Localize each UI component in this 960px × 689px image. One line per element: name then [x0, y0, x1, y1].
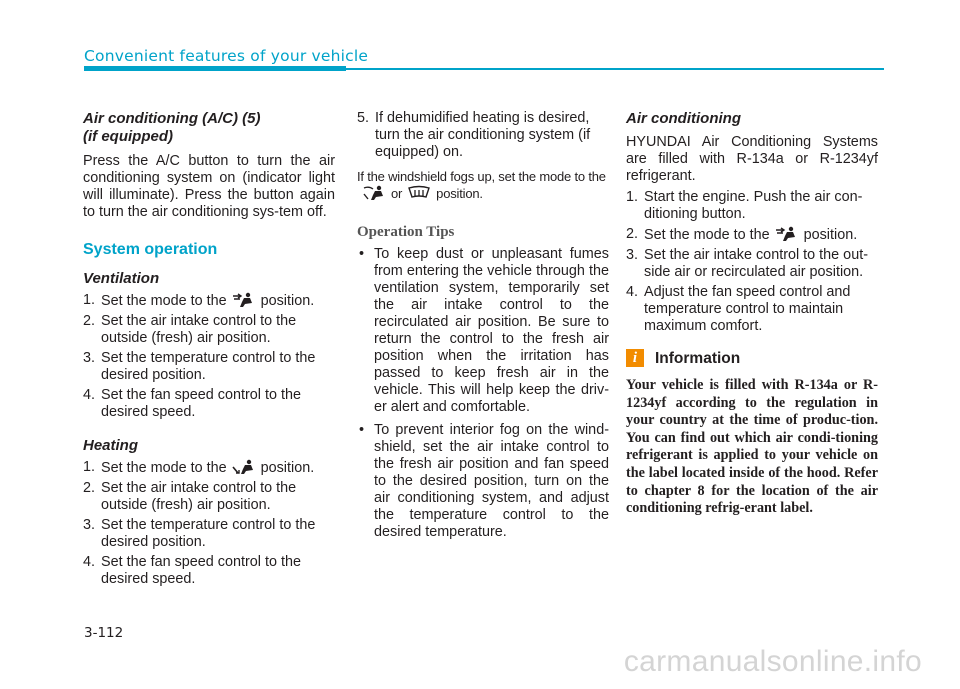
ac-heading — [83, 110, 335, 146]
watermark: carmanualsonline.info — [623, 645, 922, 678]
system-operation-heading: System operation — [83, 241, 218, 258]
information-body: Your vehicle is filled with R-134a or R-1234yf according to the regulation in your country at the time of produc-tion. You can find out which air condi-tioning refrigerant is applied to your vehicle on the label located inside of the hood. Refer to chapter 8 for the location of the air conditioning refrig-erant label. — [626, 377, 878, 517]
step-number: 3. — [83, 350, 96, 366]
step-number: 1. — [83, 292, 96, 308]
section-header-title: Convenient features of your vehicle — [84, 47, 369, 65]
operation-tips-list — [357, 246, 609, 541]
header-accent-bar — [84, 66, 346, 71]
step-number: 2. — [83, 480, 96, 496]
step-text-post: position. — [260, 460, 315, 476]
step-number: 3. — [626, 247, 639, 263]
column-right — [626, 110, 878, 518]
floor-defrost-mode-icon — [361, 185, 387, 201]
air-conditioning-heading: Air conditioning — [626, 110, 741, 127]
step-text: Set the air intake control to the out-side air or recirculated air position. — [644, 247, 868, 280]
info-icon: i — [626, 349, 644, 367]
step-number: 2. — [626, 226, 639, 242]
step-text: Set the mode to the — [644, 227, 770, 243]
list-item — [626, 226, 878, 244]
list-item — [626, 284, 878, 335]
operation-tips-heading: Operation Tips — [357, 224, 455, 240]
heating-steps — [83, 459, 335, 588]
column-left — [83, 110, 335, 591]
step-text: Set the air intake control to the outside (fresh) air position. — [101, 480, 297, 513]
air-conditioning-steps — [626, 189, 878, 335]
information-header — [626, 349, 878, 367]
ac-heading-line2: (if equipped) — [83, 128, 173, 145]
heating-heading: Heating — [83, 437, 139, 454]
step-number: 2. — [83, 313, 96, 329]
list-item — [83, 313, 335, 347]
header-rule — [346, 68, 884, 70]
list-item — [626, 247, 878, 281]
step-text: Adjust the fan speed control and temperature control to maintain maximum comfort. — [644, 284, 851, 334]
bullet: • — [359, 246, 365, 262]
step-number: 4. — [83, 387, 96, 403]
tip-text: To keep dust or unpleasant fumes from entering the vehicle through the ventilation system, temporarily set the air intake control to the recirculated air position. Be sure to return the control to the fresh air position when the irritation has passed to keep fresh air in the vehicle. This will help keep the driv-er alert and comfortable. — [374, 246, 609, 415]
ac-body: Press the A/C button to turn the air conditioning system on (indicator light will illuminate). Press the button again to turn the air conditioning sys-tem off. — [83, 153, 335, 220]
fog-note-pre: If the windshield fogs up, set the mode to the — [357, 169, 606, 184]
step-number: 4. — [83, 554, 96, 570]
list-item — [83, 387, 335, 421]
step-text: Set the temperature control to the desired position. — [101, 350, 316, 383]
heating-steps-continued — [357, 110, 609, 161]
list-item — [83, 459, 335, 477]
windshield-fog-note — [357, 169, 609, 202]
face-vent-mode-icon — [231, 292, 257, 308]
air-conditioning-body: HYUNDAI Air Conditioning Systems are filled with R-134a or R-1234yf refrigerant. — [626, 134, 878, 184]
face-vent-mode-icon — [774, 226, 800, 242]
step-number: 4. — [626, 284, 639, 300]
ventilation-heading: Ventilation — [83, 270, 160, 287]
column-middle — [357, 110, 609, 545]
step-text: If dehumidified heating is desired, turn the air conditioning system (if equipped) on. — [375, 110, 591, 160]
list-item — [83, 292, 335, 310]
step-number: 1. — [626, 189, 639, 205]
tip-text: To prevent interior fog on the wind-shield, set the air intake control to the fresh air position and fan speed to the desired position, turn on the air conditioning system, and adjust the temperature control to the desired temperature. — [374, 422, 609, 540]
floor-mode-icon — [231, 459, 257, 475]
step-number: 5. — [357, 110, 370, 126]
list-item — [357, 110, 609, 161]
list-item — [83, 517, 335, 551]
step-text-post: position. — [803, 227, 858, 243]
step-text-post: position. — [260, 293, 315, 309]
step-text: Set the mode to the — [101, 460, 227, 476]
list-item — [357, 246, 609, 416]
fog-note-or: or — [391, 186, 403, 201]
step-number: 3. — [83, 517, 96, 533]
ventilation-steps — [83, 292, 335, 421]
list-item — [83, 480, 335, 514]
list-item — [83, 350, 335, 384]
step-text: Set the air intake control to the outside (fresh) air position. — [101, 313, 297, 346]
step-text: Set the mode to the — [101, 293, 227, 309]
step-text: Set the fan speed control to the desired speed. — [101, 554, 302, 587]
list-item — [83, 554, 335, 588]
step-number: 1. — [83, 459, 96, 475]
information-title: Information — [655, 349, 741, 367]
defrost-mode-icon — [406, 185, 432, 201]
bullet: • — [359, 422, 365, 438]
step-text: Set the fan speed control to the desired speed. — [101, 387, 302, 420]
step-text: Set the temperature control to the desired position. — [101, 517, 316, 550]
page-number: 3-112 — [84, 625, 124, 641]
list-item — [357, 422, 609, 541]
fog-note-post: position. — [436, 186, 483, 201]
ac-heading-line1: Air conditioning (A/C) (5) — [83, 110, 261, 127]
list-item — [626, 189, 878, 223]
step-text: Start the engine. Push the air con-ditioning button. — [644, 189, 863, 222]
